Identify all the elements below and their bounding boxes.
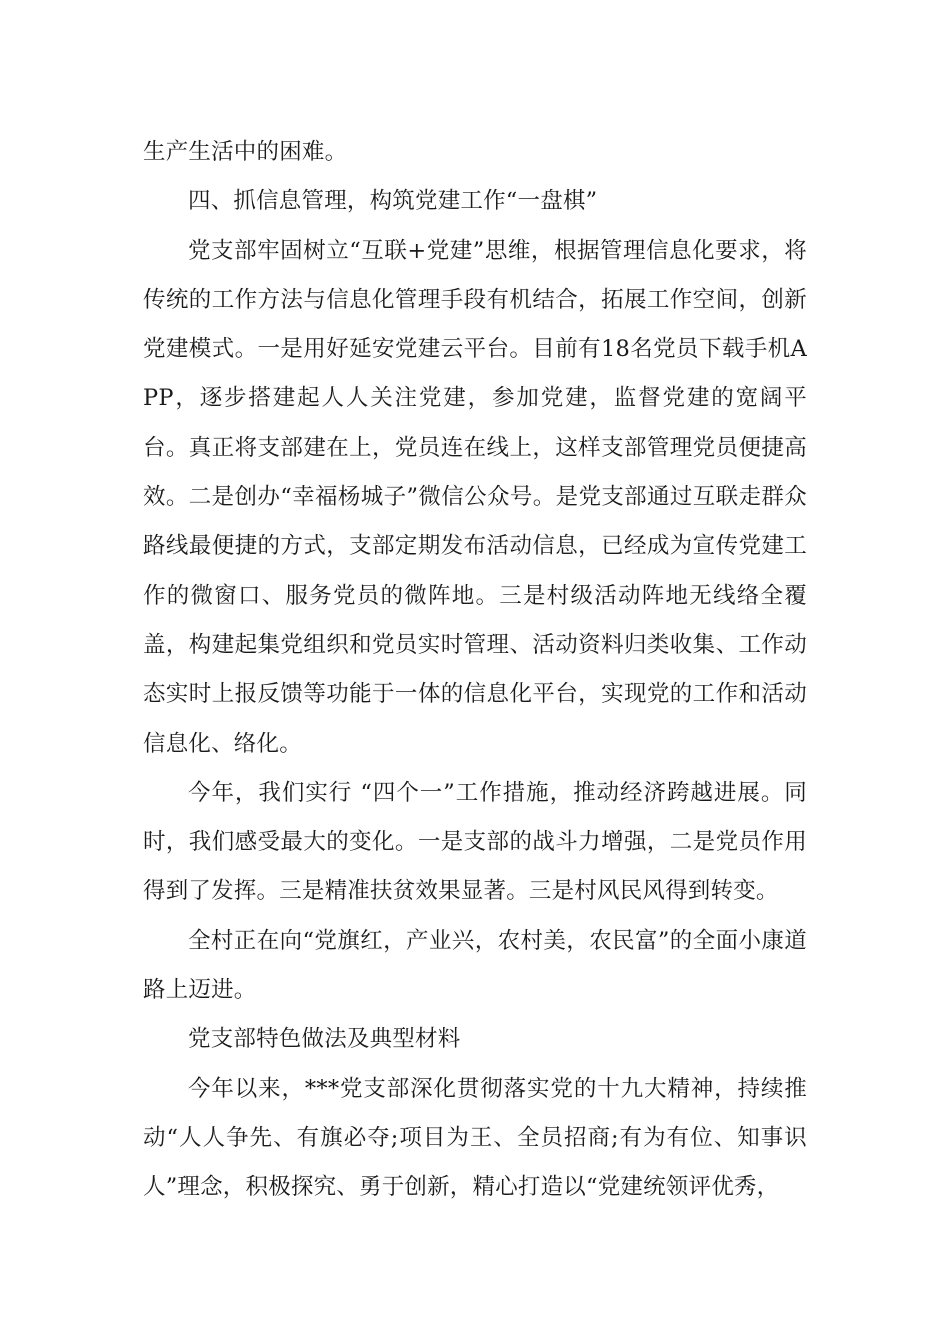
- section-heading: 四、抓信息管理，构筑党建工作“一盘棋”: [188, 188, 598, 215]
- document-title: 党支部特色做法及典型材料: [188, 1026, 461, 1053]
- paragraph: 全村正在向“党旗红，产业兴，农村美，农民富”的全面小康道路上迈进。: [143, 927, 807, 1004]
- paragraph: 今年以来，***党支部深化贯彻落实党的十九大精神，持续推动“人人争先、有旗必夺;项目为王、全员招商;有为有位、知事识人”理念，积极探究、勇于创新，精心打造以“党建统领评优秀，: [143, 1075, 807, 1201]
- paragraph: 党支部牢固树立“互联+党建”思维，根据管理信息化要求，将传统的工作方法与信息化管理手段有机结合，拓展工作空间，创新党建模式。一是用好延安党建云平台。目前有18名党员下载手机APP，逐步搭建起人人关注党建，参加党建，监督党建的宽阔平台。真正将支部建在上，党员连在线上，这样支部管理党员便捷高效。二是创办“幸福杨城子”微信公众号。是党支部通过互联走群众路线最便捷的方式，支部定期发布活动信息，已经成为宣传党建工作的微窗口、服务党员的微阵地。三是村级活动阵地无线络全覆盖，构建起集党组织和党员实时管理、活动资料归类收集、工作动态实时上报反馈等功能于一体的信息化平台，实现党的工作和活动信息化、络化。: [143, 237, 807, 757]
- document-body: [143, 128, 807, 1213]
- paragraph: 生产生活中的困难。: [143, 139, 348, 165]
- paragraph: 今年，我们实行 “四个一”工作措施，推动经济跨越进展。同时，我们感受最大的变化。一是支部的战斗力增强，二是党员作用得到了发挥。三是精准扶贫效果显著。三是村风民风得到转变。: [143, 779, 807, 905]
